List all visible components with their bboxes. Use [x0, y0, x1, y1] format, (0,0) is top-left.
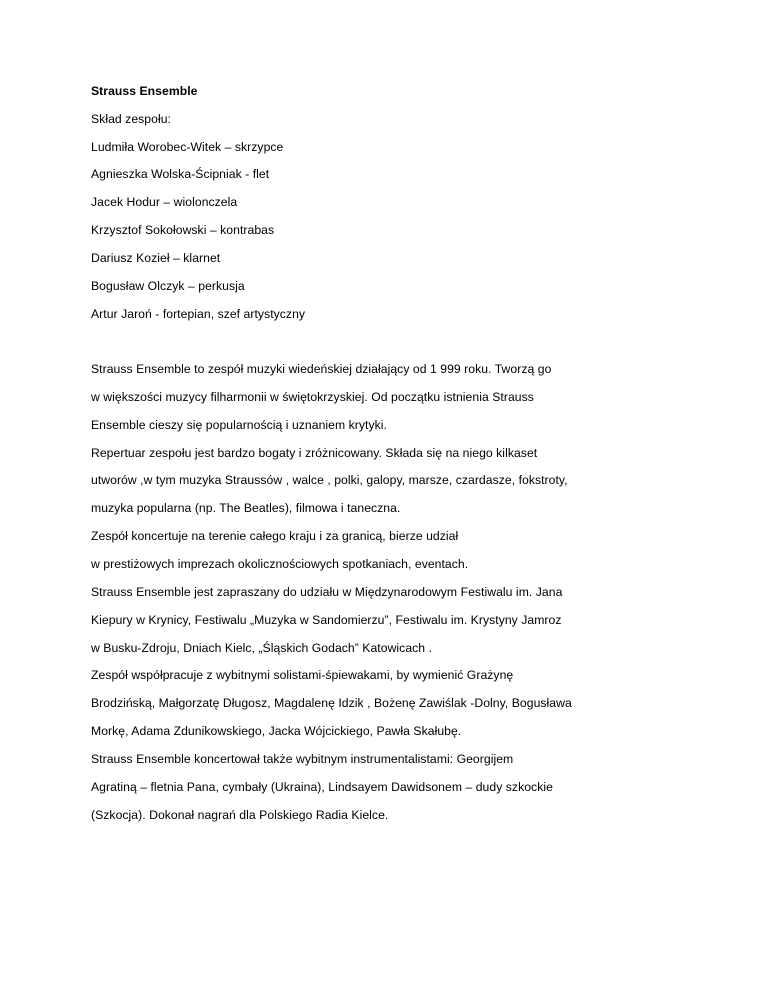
body-line: Morkę, Adama Zdunikowskiego, Jacka Wójcickiego, Pawła Skałubę.: [91, 724, 462, 738]
body-line: Agratiną – fletnia Pana, cymbały (Ukraina), Lindsayem Dawidsonem – dudy szkockie: [91, 780, 553, 794]
document-title: Strauss Ensemble: [91, 84, 198, 98]
body-line: Strauss Ensemble jest zapraszany do udziału w Międzynarodowym Festiwalu im. Jana: [91, 585, 563, 599]
body-line: Strauss Ensemble koncertował także wybitnym instrumentalistami: Georgijem: [91, 752, 514, 766]
body-line: w Busku-Zdroju, Dniach Kielc, „Śląskich Godach” Katowicach .: [91, 641, 433, 655]
member-line: Jacek Hodur – wiolonczela: [91, 195, 238, 209]
body-line: (Szkocja). Dokonał nagrań dla Polskiego Radia Kielce.: [91, 808, 389, 822]
member-line: Bogusław Olczyk – perkusja: [91, 279, 245, 293]
body-line: utworów ,w tym muzyka Straussów , walce , polki, galopy, marsze, czardasze, fokstroty,: [91, 473, 568, 487]
body-line: muzyka popularna (np. The Beatles), filmowa i taneczna.: [91, 501, 401, 515]
member-line: Ludmiła Worobec-Witek – skrzypce: [91, 140, 284, 154]
member-line: Dariusz Kozieł – klarnet: [91, 251, 221, 265]
body-line: Zespół koncertuje na terenie całego kraju i za granicą, bierze udział: [91, 529, 459, 543]
members-heading: Skład zespołu:: [91, 112, 171, 126]
body-line: Kiepury w Krynicy, Festiwalu „Muzyka w Sandomierzu”, Festiwalu im. Krystyny Jamroz: [91, 613, 562, 627]
body-line: Ensemble cieszy się popularnością i uznaniem krytyki.: [91, 418, 387, 432]
body-line: Strauss Ensemble to zespół muzyki wiedeńskiej działający od 1 999 roku. Tworzą go: [91, 362, 552, 376]
body-line: Zespół współpracuje z wybitnymi solistami-śpiewakami, by wymienić Grażynę: [91, 668, 514, 682]
body-line: w prestiżowych imprezach okolicznościowych spotkaniach, eventach.: [91, 557, 469, 571]
member-line: Krzysztof Sokołowski – kontrabas: [91, 223, 275, 237]
member-line: Agnieszka Wolska-Ścipniak - flet: [91, 167, 270, 181]
body-line: Repertuar zespołu jest bardzo bogaty i zróżnicowany. Składa się na niego kilkaset: [91, 446, 538, 460]
body-line: w większości muzycy filharmonii w świętokrzyskiej. Od początku istnienia Strauss: [91, 390, 534, 404]
body-line: Brodzińską, Małgorzatę Długosz, Magdalenę Idzik , Bożenę Zawiślak -Dolny, Bogusława: [91, 696, 572, 710]
member-line: Artur Jaroń - fortepian, szef artystyczny: [91, 307, 306, 321]
